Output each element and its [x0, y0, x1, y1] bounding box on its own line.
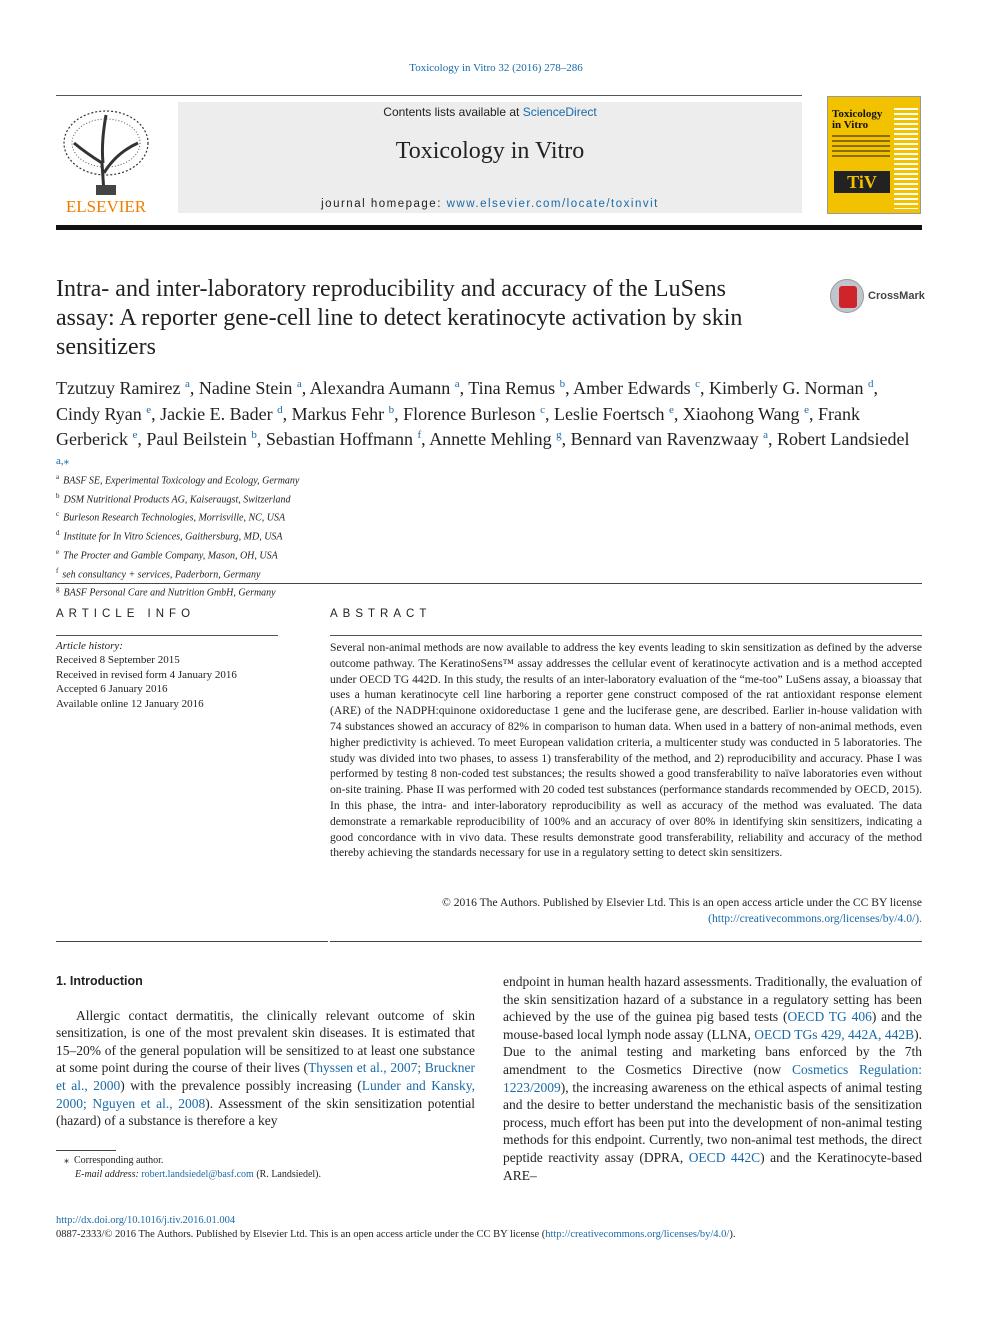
- journal-citation[interactable]: Toxicology in Vitro 32 (2016) 278–286: [409, 62, 583, 74]
- author-name: Alexandra Aumann: [309, 378, 455, 398]
- affiliation-list: [56, 470, 656, 601]
- affiliation-key: c: [56, 510, 60, 519]
- body-text: ). Due to the animal testing and marketing bans enforced by the 7th amendment to the Cosmetics Directive (now: [503, 1026, 922, 1077]
- author-affiliation-ref[interactable]: e: [804, 403, 809, 416]
- author-affiliation-ref[interactable]: b: [559, 378, 566, 390]
- issn-license-link[interactable]: http://creativecommons.org/licenses/by/4.0/: [545, 1229, 730, 1240]
- body-text: ). Assessment of the skin sensitization potential (hazard) of a substance is therefore a key: [56, 1095, 475, 1129]
- abstract-copyright: [330, 895, 922, 927]
- author-affiliation-ref[interactable]: e: [146, 403, 152, 416]
- citation-link[interactable]: Thyssen et al., 2007; Bruckner et al., 2000: [56, 1060, 475, 1093]
- affiliation-item: [56, 582, 656, 601]
- citation-link[interactable]: Cosmetics Regulation: 1223/2009: [503, 1061, 923, 1095]
- section-divider: [56, 583, 922, 584]
- history-item: Received 8 September 2015: [56, 654, 180, 667]
- sciencedirect-link[interactable]: ScienceDirect: [522, 105, 597, 119]
- affiliation-key: b: [56, 491, 60, 500]
- history-label: Article history:: [56, 640, 123, 652]
- author-affiliation-ref[interactable]: a: [454, 378, 460, 390]
- citation-link[interactable]: Lunder and Kansky, 2000; Nguyen et al., 2008: [56, 1077, 475, 1111]
- journal-title: Toxicology in Vitro: [395, 138, 585, 164]
- doi-link[interactable]: http://dx.doi.org/10.1016/j.tiv.2016.01.004: [56, 1215, 236, 1226]
- intro-column-2: [503, 973, 922, 1184]
- body-text: Allergic contact dermatitis, the clinically relevant outcome of skin sensitization, is one of the most prevalent skin diseases. It is estimated that 15–20% of the general population will be sensitized to at least one substance at some point during the course of their lives (: [56, 1007, 475, 1076]
- header-thick-rule: [56, 225, 922, 230]
- cover-text-lines: [832, 135, 890, 160]
- author-affiliation-ref[interactable]: d: [867, 378, 874, 390]
- author-affiliation-ref[interactable]: b: [251, 429, 257, 442]
- body-text: endpoint in human health hazard assessments. Traditionally, the evaluation of the skin sensitization hazard of a substance in a regulatory setting has been achieved by the use of the guinea pig based tests (: [503, 974, 922, 1025]
- affiliation-item: [56, 489, 656, 508]
- affiliation-key: e: [56, 547, 60, 556]
- author-list: Tzutzuy Ramirez $^a$, Nadine Stein $^a$, Alexandra Aumann $^a$, Tina Remus $^b$, Amber Edwards $^c$, Kimberly G. Norman $^d$, Cindy Ryan $^e$, Jackie E. Bader $^d$, Markus Fehr $^b$, Florence Burleson $^c$, Leslie Foertsch $^e$, Xiaohong Wang $^e$, Frank Gerberick $^e$, Paul Beilstein $^b$, Sebastian Hoffmann $^f$, Annette Mehling $^g$, Bennard van Ravenzwaay $^a$, Robert Landsiedel $^{a,⁎}$: [56, 378, 910, 467]
- affiliation-text: BASF SE, Experimental Toxicology and Ecology, Germany: [63, 475, 300, 487]
- column-divider-left: [56, 941, 328, 942]
- author-name: Tzutzuy Ramirez: [56, 378, 185, 398]
- email-suffix: (R. Landsiedel).: [253, 1169, 322, 1180]
- author-name: Markus Fehr: [291, 403, 389, 424]
- affiliation-key: d: [56, 529, 60, 538]
- author-affiliation-ref[interactable]: a: [296, 378, 302, 390]
- homepage-prefix: journal homepage:: [321, 198, 447, 210]
- author-name: Florence Burleson: [403, 403, 541, 424]
- article-info-rule: [56, 635, 278, 636]
- affiliation-text: seh consultancy + services, Paderborn, Germany: [62, 569, 261, 580]
- author-name: Tina Remus: [468, 378, 560, 398]
- crossmark-icon: [830, 279, 864, 313]
- author-name: Frank Gerberick: [56, 403, 860, 450]
- contents-prefix: Contents lists available at: [383, 105, 523, 119]
- issn-line: [56, 1229, 735, 1240]
- journal-homepage: [178, 198, 802, 210]
- corresponding-label: Corresponding author.: [74, 1155, 164, 1166]
- copyright-text: © 2016 The Authors. Published by Elsevier Ltd. This is an open access article under the CC BY license: [442, 896, 922, 909]
- license-link[interactable]: (http://creativecommons.org/licenses/by/4.0/).: [708, 911, 922, 925]
- author-affiliation-ref[interactable]: c: [540, 403, 545, 416]
- author-name: Paul Beilstein: [146, 429, 252, 450]
- cover-stripes: [894, 105, 918, 209]
- author-name: Annette Mehling: [429, 429, 557, 450]
- affiliation-text: DSM Nutritional Products AG, Kaiseraugst, Switzerland: [63, 494, 291, 506]
- issn-text: 0887-2333/© 2016 The Authors. Published by Elsevier Ltd. This is an open access article under the CC BY license (: [56, 1229, 546, 1240]
- intro-paragraph: [56, 1007, 475, 1130]
- author-affiliation-ref[interactable]: g: [556, 429, 562, 442]
- author-name: Amber Edwards: [573, 378, 696, 398]
- author-name: Sebastian Hoffmann: [265, 429, 418, 450]
- body-text: ), the increasing awareness on the ethical aspects of animal testing and the desire to better understand the mechanistic basis of the sensitization process, much effort has been put into the development of non-animal testing methods for this endpoint. Currently, two non-animal test methods, the direct peptide reactivity assay (DPRA,: [503, 1079, 922, 1165]
- citation-link[interactable]: OECD 442C: [688, 1149, 761, 1165]
- affiliation-key: a: [56, 473, 60, 481]
- abstract-text: Several non-animal methods are now available to address the key events leading to skin sensitization as defined by the adverse outcome pathway. The KeratinoSens™ assay addresses the cellular event of keratinocyte activation and is a method accepted under OECD TG 442D. In this study, the results of an inter-laboratory evaluation of the “me-too” LuSens assay, a bioassay that uses a human keratinocyte cell line harboring a reporter gene construct composed of the rat antioxidant response element (ARE) of the NADPH:quinone oxidoreductase 1 gene and the luciferase gene, are described. Earlier in-house validation with 74 substances showed an accuracy of 82% in comparison to human data. When used in a battery of non-animal methods, even higher predictivity is achieved. To meet European validation criteria, a multicenter study was conducted in 5 laboratories. The study was divided into two phases, to assess 1) transferability of the method, and 2) reproducibility and accuracy. Phase I was performed by testing 8 non-coded test substances; the results showed a good transferability to naïve laboratories even without on-site training. Phase II was performed with 20 coded test substances (performance standards recommended by OECD, 2015). In this phase, the intra- and inter-laboratory reproducibility as well as accuracy of the method was evaluated. The data demonstrate a remarkable reproducibility of 100% and an accuracy of over 80% in identifying skin sensitizers, indicating a good concordance with in vivo data. These results demonstrate good transferability, reliability and accuracy of the method thereby achieving the standards necessary for use in a regulatory setting to detect skin sensitizers.: [330, 641, 922, 860]
- intro-paragraph-continued: [503, 973, 922, 1184]
- column-divider-right: [330, 941, 922, 942]
- footnote-rule: [56, 1150, 116, 1151]
- author-affiliation-ref[interactable]: a,⁎: [56, 454, 70, 467]
- affiliation-item: [56, 507, 656, 526]
- citation-link[interactable]: OECD TG 406: [787, 1009, 872, 1025]
- affiliation-key: f: [56, 566, 59, 575]
- affiliation-item: [56, 545, 656, 564]
- author-affiliation-ref[interactable]: e: [668, 403, 674, 416]
- elsevier-logo: [56, 103, 156, 215]
- abstract-rule: [330, 635, 922, 636]
- article-title: Intra- and inter-laboratory reproducibility and accuracy of the LuSens assay: A reporter gene-cell line to detect keratinocyte activation by skin sensitizers: [56, 276, 743, 360]
- author-name: Jackie E. Bader: [160, 403, 278, 424]
- journal-cover-image[interactable]: [827, 96, 921, 214]
- author-affiliation-ref[interactable]: a: [184, 378, 190, 390]
- author-affiliation-ref[interactable]: f: [417, 429, 422, 442]
- history-item: Received in revised form 4 January 2016: [56, 668, 237, 681]
- author-affiliation-ref[interactable]: e: [132, 429, 138, 442]
- footnote-star: ⁎: [64, 1155, 69, 1166]
- affiliation-text: Burleson Research Technologies, Morrisville, NC, USA: [63, 512, 286, 524]
- article-history: [56, 639, 296, 711]
- affiliation-text: Institute for In Vitro Sciences, Gaithersburg, MD, USA: [63, 531, 283, 543]
- article-info-heading: ARTICLE INFO: [56, 608, 196, 620]
- author-affiliation-ref[interactable]: a: [763, 429, 768, 442]
- affiliation-text: BASF Personal Care and Nutrition GmbH, Germany: [63, 587, 276, 599]
- history-item: Accepted 6 January 2016: [56, 683, 168, 696]
- author-affiliation-ref[interactable]: d: [277, 403, 283, 416]
- author-name: Leslie Foertsch: [553, 403, 669, 424]
- intro-column-1: [56, 973, 475, 1130]
- email-link[interactable]: robert.landsiedel@basf.com: [141, 1169, 254, 1180]
- email-label: E-mail address:: [75, 1169, 142, 1180]
- affiliation-item: [56, 470, 656, 489]
- author-name: Bennard van Ravenzwaay: [570, 429, 764, 450]
- crossmark-label: CrossMark: [868, 290, 925, 302]
- issn-end: ).: [729, 1229, 736, 1240]
- author-affiliation-ref[interactable]: c: [695, 378, 701, 390]
- homepage-link[interactable]: www.elsevier.com/locate/toxinvit: [446, 198, 659, 210]
- author-name: Cindy Ryan: [56, 403, 147, 424]
- body-text: ) and the mouse-based local lymph node assay (LLNA,: [503, 1009, 922, 1042]
- author-name: Nadine Stein: [198, 378, 297, 398]
- affiliation-item: [56, 526, 656, 545]
- author-name: Xiaohong Wang: [682, 403, 805, 424]
- body-text: ) and the Keratinocyte-based ARE–: [503, 1149, 922, 1183]
- history-item: Available online 12 January 2016: [56, 697, 204, 710]
- intro-heading: 1. Introduction: [56, 974, 143, 988]
- header-top-rule: [56, 95, 802, 96]
- footnote: [64, 1154, 484, 1182]
- elsevier-wordmark: ELSEVIER: [65, 197, 147, 215]
- contents-line: [178, 105, 802, 119]
- citation-link[interactable]: OECD TGs 429, 442A, 442B: [754, 1026, 915, 1042]
- cover-abbrev: TiV: [834, 171, 890, 193]
- author-name: Kimberly G. Norman: [709, 378, 868, 398]
- author-affiliation-ref[interactable]: b: [388, 403, 395, 416]
- author-name: Robert Landsiedel: [776, 429, 910, 450]
- affiliation-item: [56, 564, 656, 583]
- cover-title: Toxicology in Vitro: [832, 108, 883, 131]
- abstract-heading: ABSTRACT: [330, 608, 432, 620]
- crossmark-button[interactable]: [830, 279, 925, 317]
- affiliation-text: The Procter and Gamble Company, Mason, OH, USA: [63, 550, 278, 562]
- body-text: ) with the prevalence possibly increasing (: [120, 1077, 362, 1093]
- affiliation-key: g: [56, 585, 60, 594]
